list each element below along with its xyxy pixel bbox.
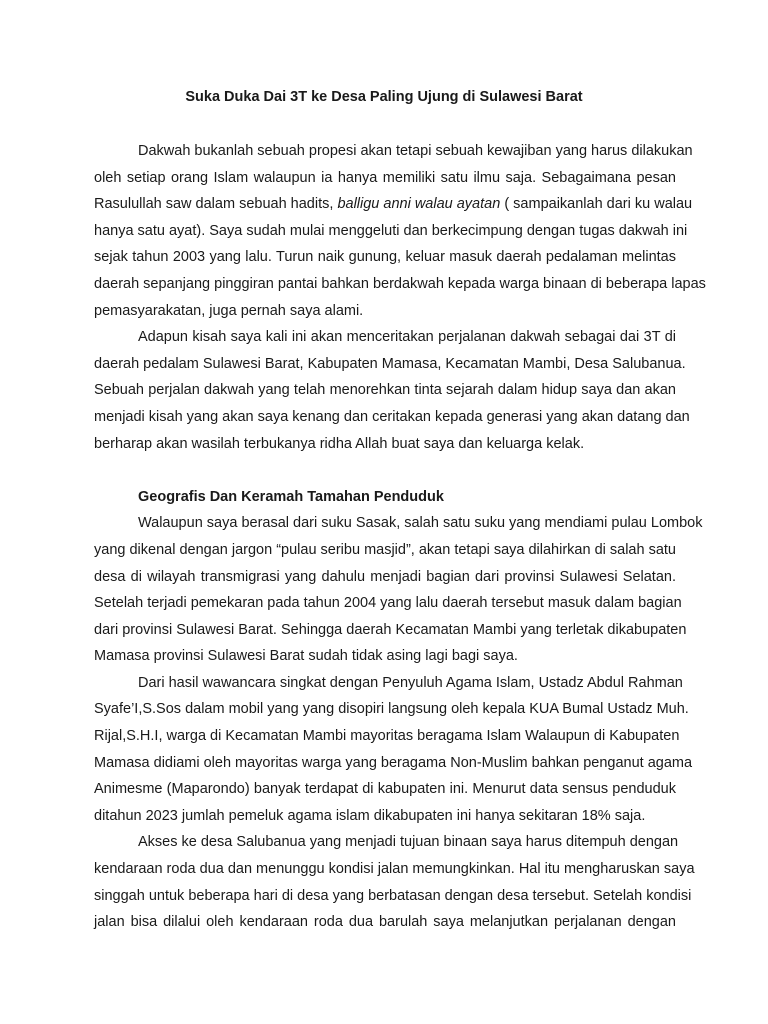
paragraph-1 bbox=[94, 138, 706, 324]
text-line: jalan bisa dilalui oleh kendaraan roda dua barulah saya melanjutkan perjalanan dengan bbox=[94, 914, 676, 931]
text-line: Dakwah bukanlah sebuah propesi akan tetapi sebuah kewajiban yang harus dilakukan bbox=[138, 143, 693, 159]
text-line: Mamasa didiami oleh mayoritas warga yang beragama Non-Muslim bahkan penganut agama bbox=[94, 754, 693, 771]
text-line: hanya satu ayat). Saya sudah mulai menggeluti dan berkecimpung dengan tugas dakwah ini bbox=[94, 222, 688, 239]
text-line: daerah pedalam Sulawesi Barat, Kabupaten Mamasa, Kecamatan Mambi, Desa Salubanua. bbox=[94, 355, 686, 372]
text-line: ditahun 2023 jumlah pemeluk agama islam dikabupaten ini hanya sekitaran 18% saja. bbox=[94, 807, 646, 824]
text-line: Akses ke desa Salubanua yang menjadi tujuan binaan saya harus ditempuh dengan bbox=[138, 834, 679, 851]
text-line: yang dikenal dengan jargon “pulau seribu masjid”, akan tetapi saya dilahirkan di salah satu bbox=[94, 541, 676, 558]
paragraph-2 bbox=[94, 324, 690, 457]
text-line: Adapun kisah saya kali ini akan menceritakan perjalanan dakwah sebagai dai 3T di bbox=[138, 329, 676, 346]
text-line: oleh setiap orang Islam walaupun ia hanya memiliki satu ilmu saja. Sebagaimana pesan bbox=[94, 169, 676, 186]
italic-hadith-phrase: balligu anni walau ayatan bbox=[337, 196, 501, 213]
text-line: dari provinsi Sulawesi Barat. Sehingga daerah Kecamatan Mambi yang terletak dikabupaten bbox=[94, 621, 687, 638]
text-line: singgah untuk beberapa hari di desa yang berbatasan dengan desa tersebut. Setelah kondisi bbox=[94, 887, 692, 904]
text-line: Animesme (Maparondo) banyak terdapat di kabupaten ini. Menurut data sensus penduduk bbox=[94, 781, 676, 798]
text-line: daerah sepanjang pinggiran pantai bahkan berdakwah kepada warga binaan di beberapa lapas bbox=[94, 275, 706, 292]
text-segment: ( sampaikanlah dari ku walau bbox=[504, 196, 693, 213]
paragraph-3 bbox=[94, 510, 703, 670]
section-heading: Geografis Dan Keramah Tamahan Penduduk bbox=[138, 488, 444, 505]
text-line: Rijal,S.H.I, warga di Kecamatan Mambi mayoritas beragama Islam Walaupun di Kabupaten bbox=[94, 728, 680, 745]
text-line: pemasyarakatan, juga pernah saya alami. bbox=[94, 302, 364, 319]
text-line-with-italic bbox=[94, 191, 693, 218]
text-line: Sebuah perjalan dakwah yang telah menorehkan tinta sejarah dalam hidup saya dan akan bbox=[94, 382, 676, 399]
text-line: Dari hasil wawancara singkat dengan Penyuluh Agama Islam, Ustadz Abdul Rahman bbox=[138, 674, 683, 691]
text-line: menjadi kisah yang akan saya kenang dan ceritakan kepada generasi yang akan datang dan bbox=[94, 408, 690, 425]
text-line: Syafe’I,S.Sos dalam mobil yang yang disopiri langsung oleh kepala KUA Bumal Ustadz Muh. bbox=[94, 701, 689, 718]
text-line: kendaraan roda dua dan menunggu kondisi jalan memungkinkan. Hal itu mengharuskan saya bbox=[94, 861, 695, 878]
paragraph-4 bbox=[94, 670, 693, 830]
document-body bbox=[94, 138, 706, 936]
text-line: Setelah terjadi pemekaran pada tahun 2004 yang lalu daerah tersebut masuk dalam bagian bbox=[94, 595, 682, 612]
text-segment: Rasulullah saw dalam sebuah hadits, bbox=[94, 196, 334, 213]
text-line: berharap akan wasilah terbukanya ridha Allah buat saya dan keluarga kelak. bbox=[94, 435, 585, 452]
paragraph-5 bbox=[94, 829, 695, 935]
text-line: Walaupun saya berasal dari suku Sasak, salah satu suku yang mendiami pulau Lombok bbox=[138, 515, 703, 532]
text-line: sejak tahun 2003 yang lalu. Turun naik gunung, keluar masuk daerah pedalaman melintas bbox=[94, 249, 676, 266]
text-line: Mamasa provinsi Sulawesi Barat sudah tidak asing lagi bagi saya. bbox=[94, 648, 518, 665]
text-line: desa di wilayah transmigrasi yang dahulu menjadi bagian dari provinsi Sulawesi Selatan. bbox=[94, 568, 676, 585]
document-title: Suka Duka Dai 3T ke Desa Paling Ujung di Sulawesi Barat bbox=[185, 89, 583, 105]
